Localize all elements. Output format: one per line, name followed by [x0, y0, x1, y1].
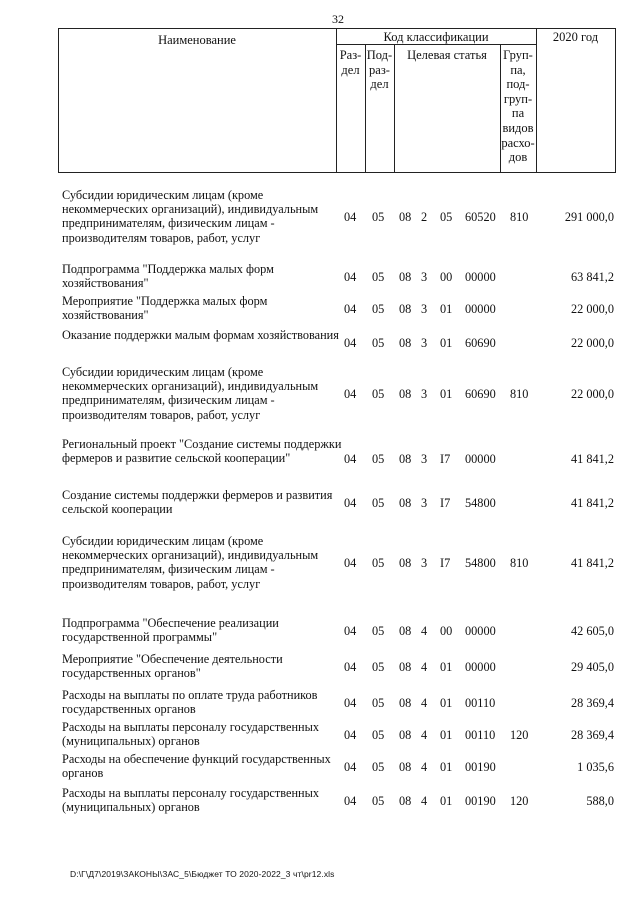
- row-c4: 54800: [465, 556, 496, 571]
- row-c4: 00000: [465, 270, 496, 285]
- row-razdel: 04: [344, 336, 357, 351]
- row-name: Региональный проект "Создание системы поддержки фермеров и развитие сельской кооперации": [62, 437, 342, 466]
- header-podrazdel: Под- раз- дел: [366, 48, 393, 92]
- row-podrazdel: 05: [372, 556, 385, 571]
- row-c4: 60690: [465, 336, 496, 351]
- row-c4: 00110: [465, 728, 496, 743]
- row-amount: 22 000,0: [570, 387, 614, 402]
- row-podrazdel: 05: [372, 270, 385, 285]
- row-name: Мероприятие "Поддержка малых форм хозяйствования": [62, 294, 268, 323]
- row-podrazdel: 05: [372, 452, 385, 467]
- row-c3: I7: [440, 556, 451, 571]
- row-name: Подпрограмма "Обеспечение реализации государственной программы": [62, 616, 279, 645]
- row-c1: 08: [399, 696, 412, 711]
- row-c2: 3: [421, 302, 428, 317]
- row-vr: 810: [510, 387, 529, 402]
- row-c2: 3: [421, 452, 428, 467]
- header-celevaya: Целевая статья: [407, 48, 487, 62]
- row-c4: 00110: [465, 696, 496, 711]
- row-amount: 41 841,2: [570, 556, 614, 571]
- row-name: Мероприятие "Обеспечение деятельности государственных органов": [62, 652, 283, 681]
- row-amount: 588,0: [586, 794, 614, 809]
- row-c2: 4: [421, 696, 428, 711]
- row-amount: 29 405,0: [570, 660, 614, 675]
- row-c1: 08: [399, 794, 412, 809]
- table-row: [0, 488, 640, 516]
- row-name: Подпрограмма "Поддержка малых форм хозяйствования": [62, 262, 274, 291]
- row-podrazdel: 05: [372, 794, 385, 809]
- row-c1: 08: [399, 452, 412, 467]
- file-path-footer: D:\Г\Д7\2019\ЗАКОНЫ\ЗАС_5\Бюджет ТО 2020-2022_3 чт\pr12.xls: [70, 869, 335, 879]
- row-razdel: 04: [344, 210, 357, 225]
- row-amount: 291 000,0: [564, 210, 614, 225]
- page-number: 32: [332, 12, 344, 26]
- header-name: Наименование: [158, 33, 236, 47]
- row-amount: 22 000,0: [570, 302, 614, 317]
- row-c4: 00000: [465, 302, 496, 317]
- table-row: [0, 365, 640, 422]
- row-c3: 01: [440, 696, 453, 711]
- row-c1: 08: [399, 302, 412, 317]
- row-amount: 41 841,2: [570, 496, 614, 511]
- row-podrazdel: 05: [372, 696, 385, 711]
- row-c1: 08: [399, 336, 412, 351]
- row-c2: 4: [421, 624, 428, 639]
- row-amount: 41 841,2: [570, 452, 614, 467]
- row-podrazdel: 05: [372, 624, 385, 639]
- row-c3: 01: [440, 728, 453, 743]
- row-c4: 00190: [465, 760, 496, 775]
- row-c4: 00000: [465, 624, 496, 639]
- row-name: Расходы на выплаты персоналу государственных (муниципальных) органов: [62, 720, 320, 749]
- row-vr: 120: [510, 728, 529, 743]
- header-code: Код классификации: [383, 30, 489, 44]
- table-row: [0, 328, 640, 356]
- row-c2: 2: [421, 210, 428, 225]
- row-c4: 00190: [465, 794, 496, 809]
- row-c1: 08: [399, 624, 412, 639]
- row-vr: 810: [510, 556, 529, 571]
- row-razdel: 04: [344, 728, 357, 743]
- table-row: [0, 294, 640, 322]
- table-row: [0, 188, 640, 245]
- row-razdel: 04: [344, 302, 357, 317]
- row-podrazdel: 05: [372, 728, 385, 743]
- table-row: [0, 786, 640, 814]
- row-podrazdel: 05: [372, 496, 385, 511]
- row-podrazdel: 05: [372, 302, 385, 317]
- header-gruppa: Груп- па, под- груп- па видов расхо- дов: [501, 48, 535, 165]
- row-c2: 3: [421, 387, 428, 402]
- row-razdel: 04: [344, 660, 357, 675]
- row-c1: 08: [399, 760, 412, 775]
- row-c1: 08: [399, 210, 412, 225]
- row-razdel: 04: [344, 270, 357, 285]
- row-c4: 60520: [465, 210, 496, 225]
- row-c3: 01: [440, 660, 453, 675]
- row-razdel: 04: [344, 794, 357, 809]
- table-row: [0, 652, 640, 680]
- row-razdel: 04: [344, 387, 357, 402]
- row-amount: 63 841,2: [570, 270, 614, 285]
- row-c2: 4: [421, 794, 428, 809]
- row-c2: 4: [421, 760, 428, 775]
- header-year: 2020 год: [552, 30, 599, 44]
- row-amount: 22 000,0: [570, 336, 614, 351]
- row-name: Субсидии юридическим лицам (кроме некоммерческих организаций), индивидуальным предпринимателям, физическим лицам - производителям товаров, работ, услуг: [62, 365, 319, 422]
- row-c3: 01: [440, 336, 453, 351]
- row-c4: 54800: [465, 496, 496, 511]
- row-c2: 4: [421, 728, 428, 743]
- row-c2: 3: [421, 556, 428, 571]
- row-podrazdel: 05: [372, 210, 385, 225]
- row-razdel: 04: [344, 556, 357, 571]
- row-c1: 08: [399, 496, 412, 511]
- row-c3: 01: [440, 794, 453, 809]
- row-vr: 810: [510, 210, 529, 225]
- row-c1: 08: [399, 270, 412, 285]
- table-row: [0, 534, 640, 591]
- row-c3: 05: [440, 210, 453, 225]
- row-razdel: 04: [344, 452, 357, 467]
- row-razdel: 04: [344, 760, 357, 775]
- row-c3: 01: [440, 302, 453, 317]
- row-name: Создание системы поддержки фермеров и развития сельской кооперации: [62, 488, 333, 517]
- row-amount: 28 369,4: [570, 728, 614, 743]
- row-c2: 3: [421, 270, 428, 285]
- row-name: Расходы на обеспечение функций государственных органов: [62, 752, 331, 781]
- row-c1: 08: [399, 556, 412, 571]
- row-c3: I7: [440, 452, 451, 467]
- table-row: [0, 752, 640, 780]
- header-razdel: Раз- дел: [339, 48, 362, 77]
- row-name: Субсидии юридическим лицам (кроме некоммерческих организаций), индивидуальным предпринимателям, физическим лицам - производителям товаров, работ, услуг: [62, 534, 319, 591]
- row-c1: 08: [399, 728, 412, 743]
- row-c3: 00: [440, 624, 453, 639]
- row-c4: 00000: [465, 660, 496, 675]
- row-razdel: 04: [344, 496, 357, 511]
- table-row: [0, 688, 640, 716]
- row-podrazdel: 05: [372, 760, 385, 775]
- row-vr: 120: [510, 794, 529, 809]
- row-name: Расходы на выплаты персоналу государственных (муниципальных) органов: [62, 786, 320, 815]
- row-podrazdel: 05: [372, 660, 385, 675]
- row-c2: 4: [421, 660, 428, 675]
- table-row: [0, 616, 640, 644]
- row-podrazdel: 05: [372, 336, 385, 351]
- row-amount: 28 369,4: [570, 696, 614, 711]
- row-name: Расходы на выплаты по оплате труда работников государственных органов: [62, 688, 318, 717]
- row-c4: 00000: [465, 452, 496, 467]
- row-amount: 42 605,0: [570, 624, 614, 639]
- row-c4: 60690: [465, 387, 496, 402]
- row-c3: 01: [440, 387, 453, 402]
- table-row: [0, 437, 640, 480]
- row-name: Субсидии юридическим лицам (кроме некоммерческих организаций), индивидуальным предпринимателям, физическим лицам - производителям товаров, работ, услуг: [62, 188, 319, 245]
- row-name: Оказание поддержки малым формам хозяйствования: [62, 328, 339, 342]
- row-c1: 08: [399, 387, 412, 402]
- row-c3: 00: [440, 270, 453, 285]
- row-c3: I7: [440, 496, 451, 511]
- table-row: [0, 262, 640, 290]
- row-amount: 1 035,6: [577, 760, 614, 775]
- row-razdel: 04: [344, 624, 357, 639]
- table-row: [0, 720, 640, 748]
- row-c1: 08: [399, 660, 412, 675]
- row-c3: 01: [440, 760, 453, 775]
- row-c2: 3: [421, 496, 428, 511]
- row-c2: 3: [421, 336, 428, 351]
- row-razdel: 04: [344, 696, 357, 711]
- row-podrazdel: 05: [372, 387, 385, 402]
